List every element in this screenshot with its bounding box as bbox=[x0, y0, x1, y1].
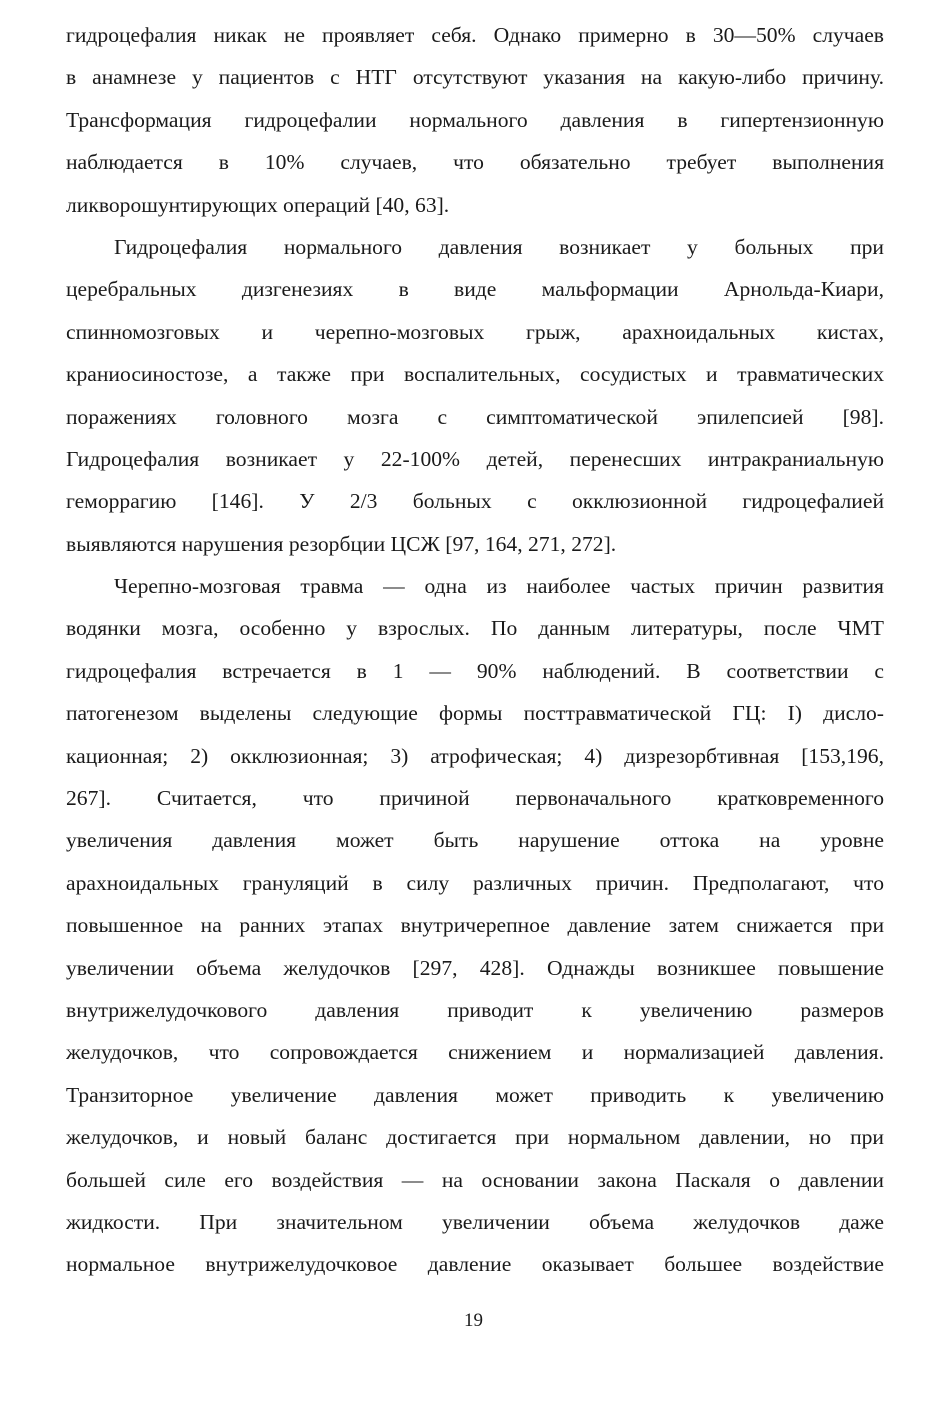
text-line: желудочков, и новый баланс достигается при нормальном давлении, но при bbox=[66, 1125, 884, 1150]
text-line: большей силе его воздействия — на основании закона Паскаля о давлении bbox=[66, 1167, 884, 1192]
text-line: Трансформация гидроцефалии нормального давления в гипертензионную bbox=[66, 107, 884, 132]
text-line: патогенезом выделены следующие формы посттравматической ГЦ: I) дисло- bbox=[66, 701, 884, 726]
paragraph-3 bbox=[66, 565, 884, 1286]
text-line: повышенное на ранних этапах внутричерепное давление затем снижается при bbox=[66, 913, 884, 938]
text-line: кационная; 2) окклюзионная; 3) атрофическая; 4) дизрезорбтивная [153,196, bbox=[66, 743, 884, 768]
text-line: гидроцефалия никак не проявляет себя. Однако примерно в 30—50% случаев bbox=[66, 23, 884, 47]
text-line: увеличении объема желудочков [297, 428]. Однажды возникшее повышение bbox=[66, 955, 884, 980]
text-line: краниосиностозе, а также при воспалительных, сосудистых и травматических bbox=[66, 362, 884, 387]
text-line: церебральных дизгенезиях в виде мальформации Арнольда-Киари, bbox=[66, 277, 884, 302]
text-line: арахноидальных грануляций в силу различных причин. Предполагают, что bbox=[66, 870, 884, 895]
text-line: водянки мозга, особенно у взрослых. По данным литературы, после ЧМТ bbox=[66, 616, 884, 641]
text-line: ликворошунтирующих операций [40, 63]. bbox=[66, 192, 450, 217]
text-line: 267]. Считается, что причиной первоначального кратковременного bbox=[66, 786, 884, 811]
text-line: увеличения давления может быть нарушение оттока на уровне bbox=[66, 828, 884, 853]
text-line: спинномозговых и черепно-мозговых грыж, арахноидальных кистах, bbox=[66, 319, 884, 344]
text-line: в анамнезе у пациентов с НТГ отсутствуют указания на какую-либо причину. bbox=[66, 65, 884, 90]
paragraph-2 bbox=[66, 226, 884, 565]
text-line: Черепно-мозговая травма — одна из наиболее частых причин развития bbox=[114, 574, 884, 599]
text-line: выявляются нарушения резорбции ЦСЖ [97, 164, 271, 272]. bbox=[66, 531, 617, 556]
text-line: Гидроцефалия нормального давления возникает у больных при bbox=[114, 234, 884, 259]
text-line: желудочков, что сопровождается снижением и нормализацией давления. bbox=[66, 1040, 884, 1065]
text-line: внутрижелудочкового давления приводит к увеличению размеров bbox=[66, 997, 884, 1022]
text-line: наблюдается в 10% случаев, что обязательно требует выполнения bbox=[66, 150, 884, 175]
text-line: поражениях головного мозга с симптоматической эпилепсией [98]. bbox=[66, 404, 884, 429]
text-line: геморрагию [146]. У 2/3 больных с окклюзионной гидроцефалией bbox=[66, 489, 884, 514]
paragraph-1 bbox=[66, 14, 884, 226]
text-line: Гидроцефалия возникает у 22-100% детей, перенесших интракраниальную bbox=[66, 446, 884, 471]
text-line: Транзиторное увеличение давления может приводить к увеличению bbox=[66, 1082, 884, 1107]
text-line: жидкости. При значительном увеличении объема желудочков даже bbox=[66, 1209, 884, 1234]
document-body bbox=[66, 14, 884, 1286]
text-line: нормальное внутрижелудочковое давление оказывает большее воздействие bbox=[66, 1252, 884, 1277]
text-line: гидроцефалия встречается в 1 — 90% наблюдений. В соответствии с bbox=[66, 658, 884, 683]
page-number: 19 bbox=[464, 1310, 483, 1331]
